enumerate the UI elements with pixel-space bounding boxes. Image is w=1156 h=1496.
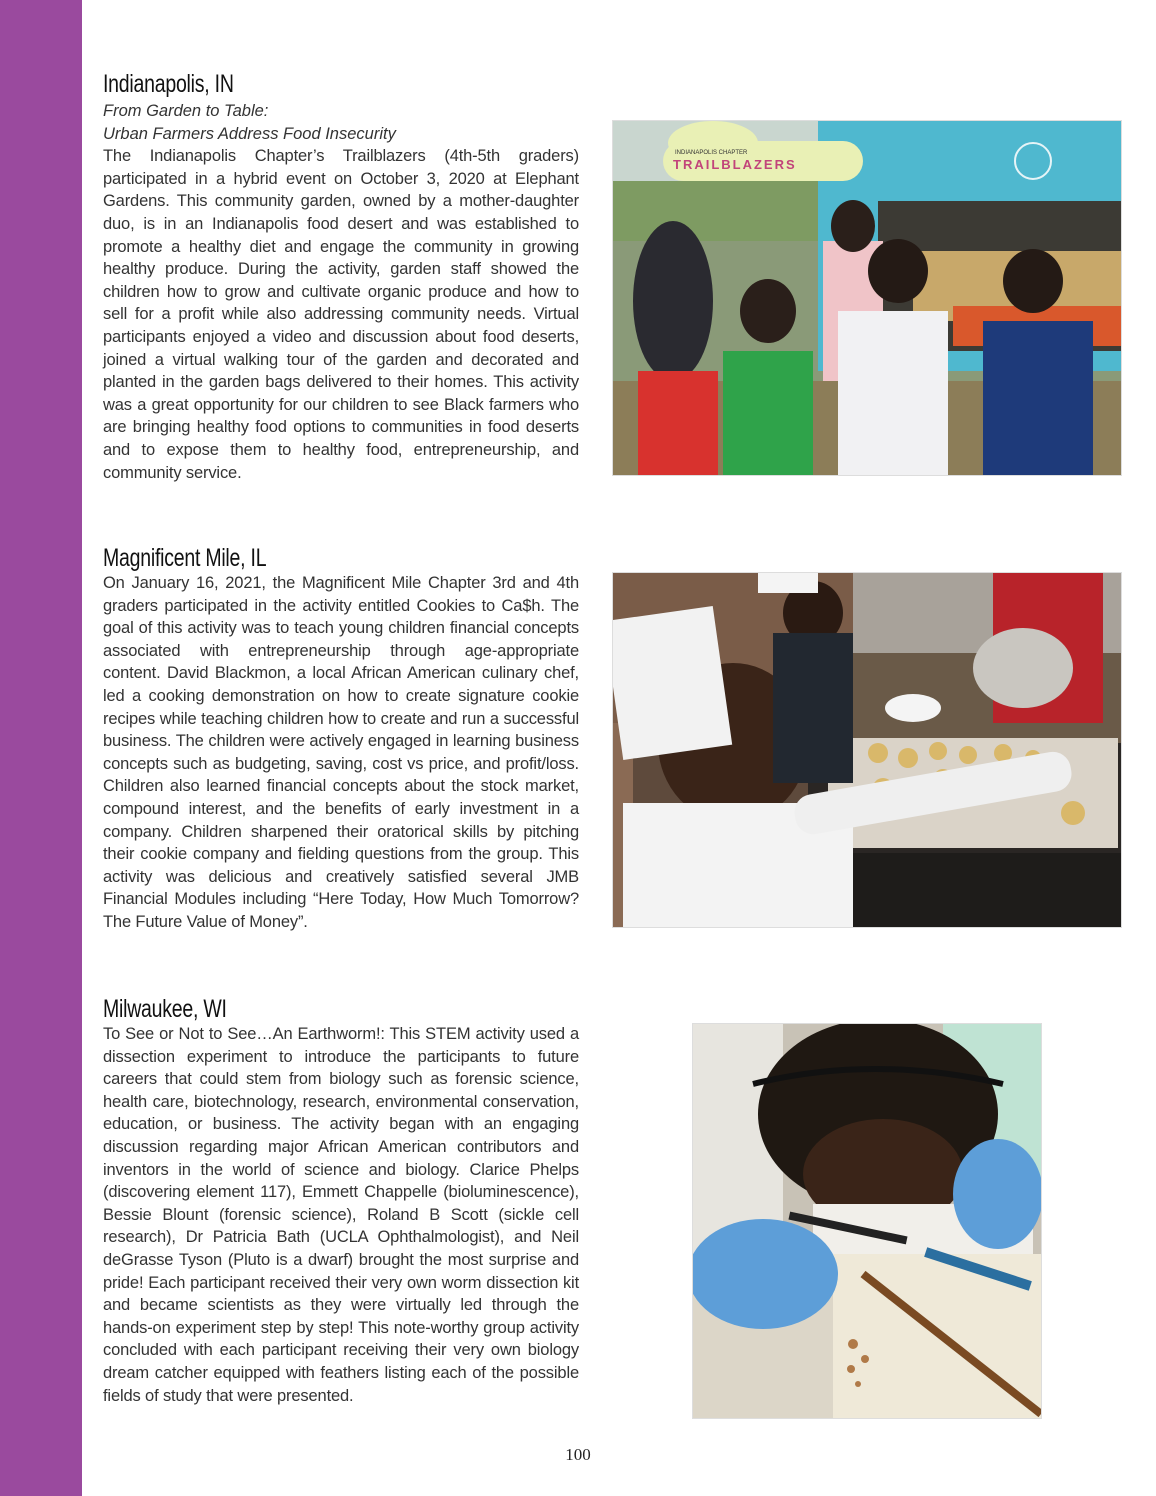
section-body: On January 16, 2021, the Magnificent Mile Chapter 3rd and 4th graders participated in the activity entitled Cookies to Ca$h. The goal of this activity was to teach young children financial concepts associated with entrepreneurship through age-appropriate content. David Blackmon, a local African American culinary chef, led a cooking demonstration on how to create signature cookie recipes while teaching children how to create and run a successful business. The children were actively engaged in learning business concepts such as budgeting, saving, cost vs price, and profit/loss. Children also learned financial concepts about the stock market, compound interest, and the benefits of early investment in a company. Children sharpened their oratorical skills by pitching their cookie company and fielding questions from the group. This activity was delicious and creatively satisfied several JMB Financial Modules including “Here Today, How Much Tomorrow? The Future Value of Money”.: [103, 574, 579, 931]
photo-worm-dissection: [692, 1023, 1042, 1419]
section-body: The Indianapolis Chapter’s Trailblazers (4th-5th graders) participated in a hybrid event on October 3, 2020 at Elephant Gardens. This community garden, owned by a mother-daughter duo, is in an Indianapolis food desert and was established to promote a healthy diet and engage the community in growing healthy produce. During the activity, garden staff showed the children how to grow and cultivate organic produce and how to sell for a profit while also addressing community needs. Virtual participants enjoyed a video and discussion about food deserts, joined a virtual walking tour of the garden and decorated and planted in the garden bags delivered to their homes. This activity was a great opportunity for our children to see Black farmers who are bringing healthy food options to communities in food deserts and to expose them to healthy food, entrepreneurship, and community service.: [103, 147, 579, 482]
photo-cookie-baking: [612, 572, 1122, 928]
photo-garden-visit: [612, 120, 1122, 476]
section-subtitle: Urban Farmers Address Food Insecurity: [103, 124, 396, 143]
trailblazers-banner-text: TRAILBLAZERS: [673, 157, 797, 172]
chapter-banner-text: INDIANAPOLIS CHAPTER: [675, 150, 748, 156]
page-number: 100: [565, 1445, 591, 1464]
section-subtitle: From Garden to Table:: [103, 102, 269, 120]
dissection-photo-illustration: [693, 1024, 1041, 1418]
section-magnificent-mile: [103, 544, 579, 934]
section-title: Indianapolis, IN: [103, 70, 234, 98]
garden-photo-illustration: [613, 121, 1121, 475]
section-title: Milwaukee, WI: [103, 995, 227, 1023]
section-body: To See or Not to See…An Earthworm!: This STEM activity used a dissection experiment to introduce the participants to future careers that could stem from biology such as forensic science, health care, biotechnology, research, environmental conservation, education, or business. The activity began with an engaging discussion regarding major African American contributors and inventors in the world of science and biology. Clarice Phelps (discovering element 117), Emmett Chappelle (bioluminescence), Bessie Blount (forensic science), Roland B Scott (sickle cell research), Dr Patricia Bath (UCLA Ophthalmologist), and Neil deGrasse Tyson (Pluto is a dwarf) brought the most surprise and pride! Each participant received their very own worm dissection kit and became scientists as they were virtually led through the hands-on experiment step by step! This note-worthy group activity concluded with each participant receiving their very own biology dream catcher equipped with feathers listing each of the possible fields of study that were presented.: [103, 1025, 579, 1405]
kitchen-photo-illustration: [613, 573, 1121, 927]
section-milwaukee: [103, 995, 579, 1407]
section-title: Magnificent Mile, IL: [103, 544, 267, 572]
section-indianapolis: [103, 70, 579, 484]
page-sidebar-stripe: [0, 0, 82, 1496]
